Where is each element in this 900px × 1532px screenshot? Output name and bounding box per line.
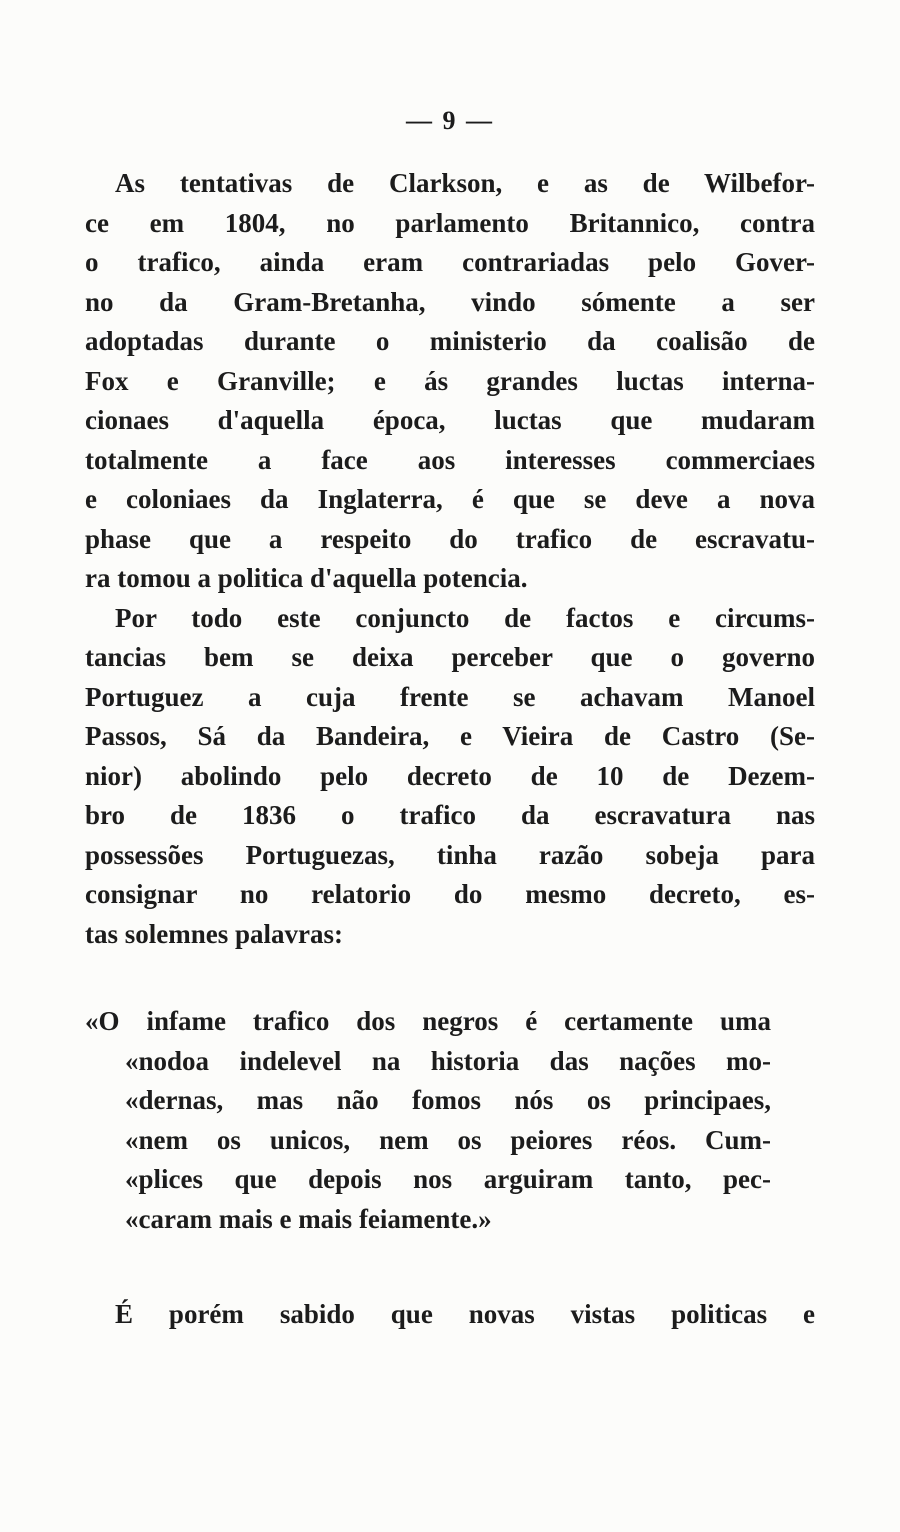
text-line: nior) abolindo pelo decreto de 10 de Dezem-	[85, 760, 815, 791]
text-line: É porém sabido que novas vistas politicas e	[115, 1299, 815, 1329]
text-line: phase que a respeito do trafico de escravatu-	[85, 523, 815, 554]
text-line: e coloniaes da Inglaterra, é que se deve a nova	[85, 484, 815, 514]
page-text	[85, 164, 815, 1335]
text-line: ra tomou a politica d'aquella potencia.	[85, 563, 528, 593]
text-line: Por todo este conjuncto de factos e circums-	[115, 602, 815, 633]
text-line: «nem os unicos, nem os peiores réos. Cum-	[125, 1124, 771, 1155]
text-line: cionaes d'aquella época, luctas que mudaram	[85, 405, 815, 435]
page-number: — 9 —	[406, 106, 494, 135]
text-line: totalmente a face aos interesses commerciaes	[85, 444, 815, 475]
text-line: As tentativas de Clarkson, e as de Wilbefor-	[115, 168, 815, 198]
text-line: «caram mais e mais feiamente.»	[125, 1203, 492, 1234]
text-line: adoptadas durante o ministerio da coalisão de	[85, 326, 815, 356]
text-line: consignar no relatorio do mesmo decreto, es-	[85, 879, 815, 909]
text-line: Fox e Granville; e ás grandes luctas interna-	[85, 365, 815, 396]
text-line: Portuguez a cuja frente se achavam Manoel	[85, 681, 815, 712]
quote-block	[85, 1002, 771, 1239]
paragraph	[85, 599, 815, 955]
text-line: Passos, Sá da Bandeira, e Vieira de Castro (Se-	[85, 721, 815, 751]
text-line: tas solemnes palavras:	[85, 918, 343, 949]
text-line: tancias bem se deixa perceber que o governo	[85, 642, 815, 672]
text-line: «dernas, mas não fomos nós os principaes,	[125, 1085, 771, 1115]
text-line: o trafico, ainda eram contrariadas pelo Gover-	[85, 247, 815, 277]
text-line: possessões Portuguezas, tinha razão sobeja para	[85, 839, 815, 870]
text-line: no da Gram-Bretanha, vindo sómente a ser	[85, 286, 815, 317]
text-line: «plices que depois nos arguiram tanto, pec-	[125, 1164, 771, 1194]
text-line: «O infame trafico dos negros é certamente uma	[85, 1006, 771, 1036]
text-line: «nodoa indelevel na historia das nações mo-	[125, 1045, 771, 1076]
paragraph	[85, 164, 815, 599]
text-line: ce em 1804, no parlamento Britannico, contra	[85, 207, 815, 238]
text-line: bro de 1836 o trafico da escravatura nas	[85, 800, 815, 830]
paragraph	[85, 1295, 815, 1335]
